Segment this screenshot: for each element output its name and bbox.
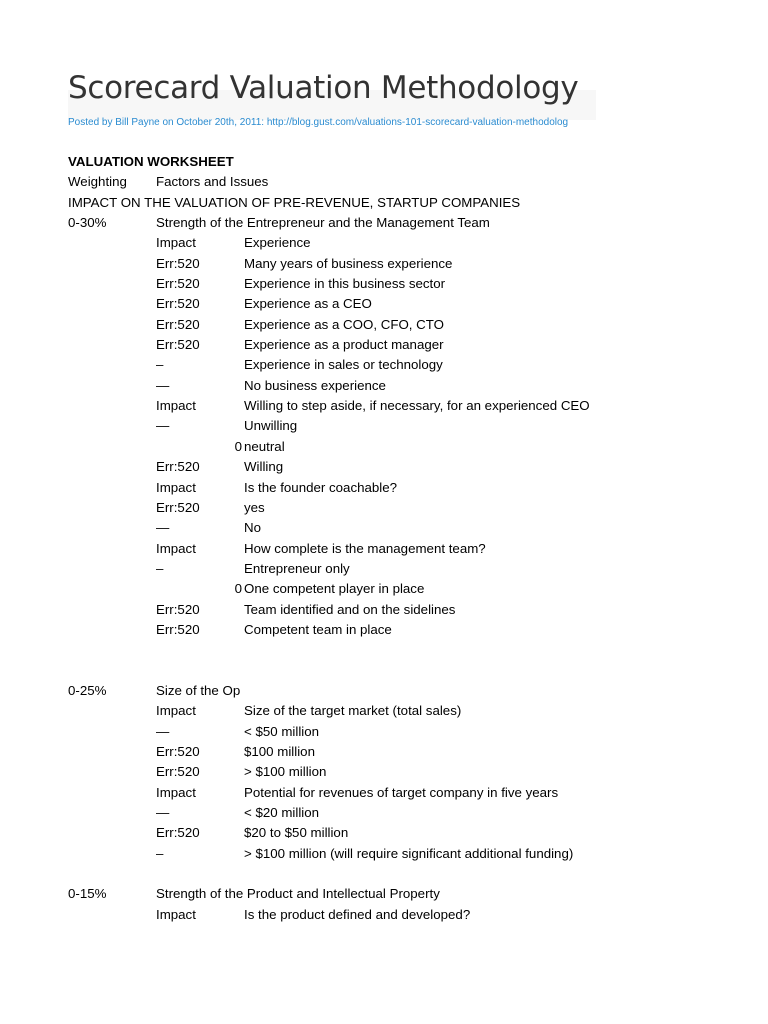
factor-text: Experience as a CEO <box>244 296 372 312</box>
impact-marker: Err:520 <box>156 764 200 780</box>
impact-marker: Err:520 <box>156 337 200 353</box>
impact-marker: Impact <box>156 703 196 719</box>
worksheet-heading-row <box>0 152 768 172</box>
impact-marker: Err:520 <box>156 296 200 312</box>
spacer-row <box>0 864 768 884</box>
factor-text: Experience in sales or technology <box>244 357 443 373</box>
factor-text: Unwilling <box>244 418 298 434</box>
table-row <box>0 823 768 843</box>
worksheet-rows <box>0 213 768 925</box>
impact-marker: Err:520 <box>156 601 200 617</box>
section-title: Size of the Op <box>156 682 241 698</box>
column-header-weighting: Weighting <box>68 174 127 190</box>
section-row <box>0 681 768 701</box>
column-header-factors: Factors and Issues <box>156 174 269 190</box>
factor-text: No business experience <box>244 377 386 393</box>
impact-marker: Impact <box>156 235 196 251</box>
table-row <box>0 600 768 620</box>
table-row <box>0 478 768 498</box>
section-weight: 0-30% <box>68 215 107 231</box>
table-row <box>0 701 768 721</box>
valuation-worksheet <box>0 152 768 925</box>
factor-text: Experience <box>244 235 311 251</box>
impact-marker: Err:520 <box>156 276 200 292</box>
impact-marker: — <box>156 805 170 820</box>
factor-text: Size of the target market (total sales) <box>244 703 462 719</box>
impact-marker: Err:520 <box>156 825 200 841</box>
table-row <box>0 437 768 457</box>
impact-marker: – <box>156 560 164 576</box>
factor-text: > $100 million (will require significant additional funding) <box>244 845 574 861</box>
factor-text: Entrepreneur only <box>244 560 350 576</box>
impact-marker: Impact <box>156 540 196 556</box>
impact-marker: — <box>156 723 170 739</box>
factor-text: Competent team in place <box>244 621 392 637</box>
table-row <box>0 335 768 355</box>
section-weight: 0-25% <box>68 682 107 698</box>
factor-text: Potential for revenues of target company in five years <box>244 784 559 800</box>
worksheet-heading: VALUATION WORKSHEET <box>68 154 234 169</box>
worksheet-subheading-row <box>0 193 768 213</box>
impact-marker: — <box>156 520 170 536</box>
table-row <box>0 396 768 416</box>
table-row <box>0 762 768 782</box>
table-row <box>0 294 768 314</box>
factor-text: Experience as a COO, CFO, CTO <box>244 316 445 332</box>
impact-marker: Impact <box>156 784 196 800</box>
factor-text: Willing <box>244 459 284 475</box>
table-row <box>0 722 768 742</box>
section-row <box>0 213 768 233</box>
table-row <box>0 905 768 925</box>
impact-marker: Err:520 <box>156 743 200 759</box>
impact-marker: – <box>156 845 164 861</box>
factor-text: yes <box>244 499 265 515</box>
impact-marker: Err:520 <box>156 459 200 475</box>
spacer-row <box>0 640 768 681</box>
factor-text: $20 to $50 million <box>244 825 349 841</box>
table-row <box>0 518 768 538</box>
section-title: Strength of the Product and Intellectual Property <box>156 886 440 902</box>
section-weight: 0-15% <box>68 886 107 902</box>
table-row <box>0 579 768 599</box>
table-row <box>0 315 768 335</box>
table-row <box>0 355 768 375</box>
table-row <box>0 416 768 436</box>
factor-text: Many years of business experience <box>244 255 453 271</box>
table-row <box>0 559 768 579</box>
impact-marker: Impact <box>156 906 196 922</box>
factor-text: One competent player in place <box>244 581 425 597</box>
table-row <box>0 803 768 823</box>
table-row <box>0 844 768 864</box>
factor-text: No <box>244 520 261 536</box>
impact-marker: Err:520 <box>156 499 200 515</box>
table-row <box>0 539 768 559</box>
impact-value: 0 <box>234 581 242 597</box>
impact-value: 0 <box>234 438 242 454</box>
factor-text: Is the founder coachable? <box>244 479 398 495</box>
impact-marker: Err:520 <box>156 621 200 637</box>
section-row <box>0 884 768 904</box>
factor-text: How complete is the management team? <box>244 540 486 556</box>
source-link[interactable]: Posted by Bill Payne on October 20th, 2011: http://blog.gust.com/valuations-101-scorecard-valuation-methodolog <box>68 117 569 128</box>
impact-marker: — <box>156 418 170 434</box>
factor-text: neutral <box>244 438 285 454</box>
table-row <box>0 274 768 294</box>
factor-text: > $100 million <box>244 764 327 780</box>
impact-marker: Err:520 <box>156 255 200 271</box>
worksheet-subheading: IMPACT ON THE VALUATION OF PRE-REVENUE, STARTUP COMPANIES <box>68 194 521 210</box>
table-row <box>0 376 768 396</box>
table-row <box>0 620 768 640</box>
table-row <box>0 254 768 274</box>
factor-text: Willing to step aside, if necessary, for an experienced CEO <box>244 398 590 414</box>
table-row <box>0 457 768 477</box>
impact-marker: Err:520 <box>156 316 200 332</box>
factor-text: Experience as a product manager <box>244 337 444 353</box>
factor-text: < $50 million <box>244 723 320 739</box>
table-row <box>0 783 768 803</box>
factor-text: < $20 million <box>244 805 320 820</box>
table-row <box>0 233 768 253</box>
column-header-row <box>0 172 768 192</box>
impact-marker: – <box>156 357 164 373</box>
factor-text: Experience in this business sector <box>244 276 446 292</box>
factor-text: $100 million <box>244 743 315 759</box>
impact-marker: — <box>156 377 170 393</box>
page-title: Scorecard Valuation Methodology <box>68 70 579 106</box>
impact-marker: Impact <box>156 479 196 495</box>
factor-text: Team identified and on the sidelines <box>244 601 456 617</box>
table-row <box>0 498 768 518</box>
impact-marker: Impact <box>156 398 196 414</box>
section-title: Strength of the Entrepreneur and the Management Team <box>156 215 490 231</box>
factor-text: Is the product defined and developed? <box>244 906 471 922</box>
table-row <box>0 742 768 762</box>
